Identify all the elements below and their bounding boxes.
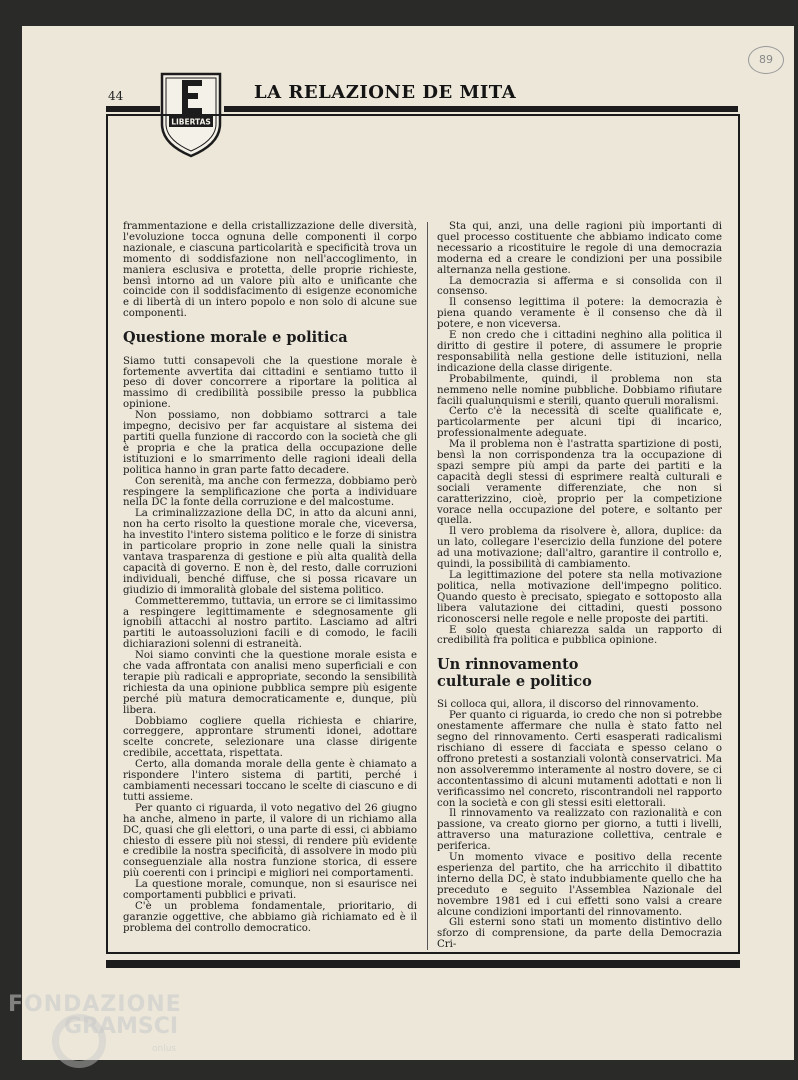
header-rule-right <box>224 106 738 112</box>
section-heading-line: culturale e politico <box>437 672 592 690</box>
paragraph: Certo c'è la necessità di scelte qualificate e, particolarmente per alcuni tipi di incarico, professionalmente adeguate. <box>437 406 722 440</box>
paragraph: Noi siamo convinti che la questione morale esista e che vada affrontata con analisi meno superficiali e con terapie più radicali e appropriate, secondo la sensibilità richiesta da una opinione pubblica sempre più esigente perché più matura democraticamente e, dunque, più libera. <box>123 650 417 716</box>
paragraph: Sta qui, anzi, una delle ragioni più importanti di quel processo costituente che abbiamo indicato come necessario a ricostituire le regole di una democrazia moderna ed a creare le condizioni per una possibile alternanza nella gestione. <box>437 221 722 276</box>
paragraph: Dobbiamo cogliere quella richiesta e chiarire, correggere, approntare strumenti idonei, adottare scelte concrete, selezionare una classe dirigente credibile, accettata, rispettata. <box>123 715 417 760</box>
column-divider <box>427 222 428 950</box>
paragraph: La criminalizzazione della DC, in atto da alcuni anni, non ha certo risolto la questione morale che, viceversa, ha investito l'intero sistema politico e le forze di sinistra in particolare proprio in zone nelle quali la sinistra vantava trasparenza di gestione e più alta qualità della capacità di governo. E non è, del resto, dalle corruzioni individuali, benché diffuse, che si possa ricavare un giudizio di immoralità globale del sistema politico. <box>123 508 417 596</box>
left-column <box>123 222 417 935</box>
archive-stamp: 89 <box>748 46 784 74</box>
paragraph: Un momento vivace e positivo della recente esperienza del partito, che ha arricchito il dibattito interno della DC, è stato indubbiamente quello che ha preceduto e seguito l'Assemblea Nazionale del novembre 1981 ed i cui effetti sono valsi a creare alcune condizioni importanti del rinnovamento. <box>437 852 722 918</box>
right-column <box>437 222 722 951</box>
watermark-line-3: onlus <box>152 1044 177 1054</box>
logo-text: LIBERTAS <box>171 117 211 127</box>
paragraph: E solo questa chiarezza salda un rapporto di credibilità fra politica e pubblica opinione. <box>437 624 722 647</box>
section-heading <box>437 657 722 690</box>
paragraph: Certo, alla domanda morale della gente è chiamato a rispondere l'intero sistema di partiti, perché i cambiamenti necessari toccano le scelte di ciascuno e di tutti assieme. <box>123 759 417 803</box>
paragraph: Gli esterni sono stati un momento distintivo dello sforzo di comprensione, da parte della Democrazia Cri- <box>437 917 722 951</box>
paragraph: Ma il problema non è l'astratta spartizione di posti, bensì la non corrispondenza tra la occupazione di spazi sempre più ampi da parte dei partiti e la capacità degli stessi di esprimere realtà culturali e sociali veramente differenziate, che non si caratterizzino, cioè, proprio per la competizione vorace nella occupazione del potere, e soltanto per quella. <box>437 439 722 527</box>
fondazione-gramsci-watermark <box>8 992 182 1054</box>
header-rule-left <box>106 106 160 112</box>
watermark-line-2: GRAMSCI <box>64 1014 179 1039</box>
footer-rule <box>106 960 740 968</box>
paragraph: Il vero problema da risolvere è, allora, duplice: da un lato, collegare l'esercizio della funzione del potere ad una motivazione; dall'altro, garantire il controllo e, quindi, la possibilità di cambiamento. <box>437 526 722 571</box>
paragraph: frammentazione e della cristallizzazione delle diversità, l'evoluzione tocca ognuna delle componenti il corpo nazionale, e ciascuna particolarità e specificità trova un momento di soddisfazione non nell'accoglimento, in maniera esclusiva e protetta, delle proprie richieste, bensì intorno ad un valore più alto e unificante che coincide con il soddisfacimento di esigenze economiche e di libertà di un intero popolo e non solo di alcune sue componenti. <box>123 221 417 320</box>
paragraph: C'è un problema fondamentale, prioritario, di garanzie oggettive, che abbiamo già richiamato ed è il problema del controllo democratico. <box>123 900 417 934</box>
paragraph: La questione morale, comunque, non si esaurisce nei comportamenti pubblici e privati. <box>123 879 417 902</box>
paragraph: La legittimazione del potere sta nella motivazione politica, nella motivazione dell'impegno politico. Quando questo è precisato, spiegato e sottoposto alla libera valutazione dei cittadini, questi possono riconoscersi nelle regole e nelle proposte dei partiti. <box>437 570 722 625</box>
paragraph: Si colloca qui, allora, il discorso del rinnovamento. <box>437 699 699 711</box>
paragraph: Con serenità, ma anche con fermezza, dobbiamo però respingere la semplificazione che porta a individuare nella DC la fonte della corruzione e del malcostume. <box>123 475 417 509</box>
paragraph: Il rinnovamento va realizzato con razionalità e con passione, va creato giorno per giorno, a tutti i livelli, attraverso una maturazione collettiva, centrale e periferica. <box>437 808 722 853</box>
watermark-line-1: FONDAZIONE <box>8 992 182 1017</box>
paragraph: Non possiamo, non dobbiamo sottrarci a tale impegno, decisivo per far acquistare al sistema dei partiti quella funzione di raccordo con la società che gli è propria e che la pratica della occupazione delle istituzioni e lo smarrimento delle ragioni ideali della politica hanno in gran parte fatto decadere. <box>123 410 417 476</box>
page-title: LA RELAZIONE DE MITA <box>254 82 517 103</box>
page-number: 44 <box>108 89 124 103</box>
paragraph: Probabilmente, quindi, il problema non sta nemmeno nelle nomine pubbliche. Dobbiamo rifiutare facili qualunquismi e sterili, quanto queruli moralismi. <box>437 373 722 407</box>
paragraph: Commetteremmo, tuttavia, un errore se ci limitassimo a respingere legittimamente e sdegnosamente gli ignobili attacchi al nostro partito. Lasciamo ad altri partiti le autoassoluzioni facili e di comodo, le facili dichiarazioni solenni di estraneità. <box>123 595 417 651</box>
paragraph: Per quanto ci riguarda, il voto negativo del 26 giugno ha anche, almeno in parte, il valore di un richiamo alla DC, quasi che gli elettori, o una parte di essi, ci abbiamo chiesto di essere più noi stessi, di rendere più evidente e credibile la nostra specificità, di assolvere in modo più conseguenziale alla nostra funzione storica, di essere più coerenti con i principi e migliori nei comportamenti. <box>123 802 417 880</box>
paragraph: La democrazia si afferma e si consolida con il consenso. <box>437 275 722 298</box>
paragraph: Per quanto ci riguarda, io credo che non si potrebbe onestamente affermare che nulla è stato fatto nel segno del rinnovamento. Certi esasperati radicalismi rischiano di essere di facciata e spesso celano o offrono pretesti a sostanziali volontà conservatrici. Ma non assolveremmo interamente al nostro dovere, se ci accontentassimo di alcuni mutamenti adottati e non li verificassimo nel concreto, riscontrandoli nel rapporto con la società e con gli stessi esiti elettorali. <box>437 710 722 809</box>
section-heading: Questione morale e politica <box>123 329 348 347</box>
paragraph: E non credo che i cittadini neghino alla politica il diritto di gestire il potere, di assumere le proprie responsabilità nella gestione delle istituzioni, nella indicazione della classe dirigente. <box>437 330 722 374</box>
paragraph: Il consenso legittima il potere: la democrazia è piena quando veramente è il consenso che dà il potere, e non viceversa. <box>437 297 722 331</box>
paragraph: Siamo tutti consapevoli che la questione morale è fortemente avvertita dai cittadini e sentiamo tutto il peso di dover concorrere a riportare la politica al massimo di credibilità possibile presso la pubblica opinione. <box>123 355 417 411</box>
section-heading-line: Un rinnovamento <box>437 656 579 674</box>
